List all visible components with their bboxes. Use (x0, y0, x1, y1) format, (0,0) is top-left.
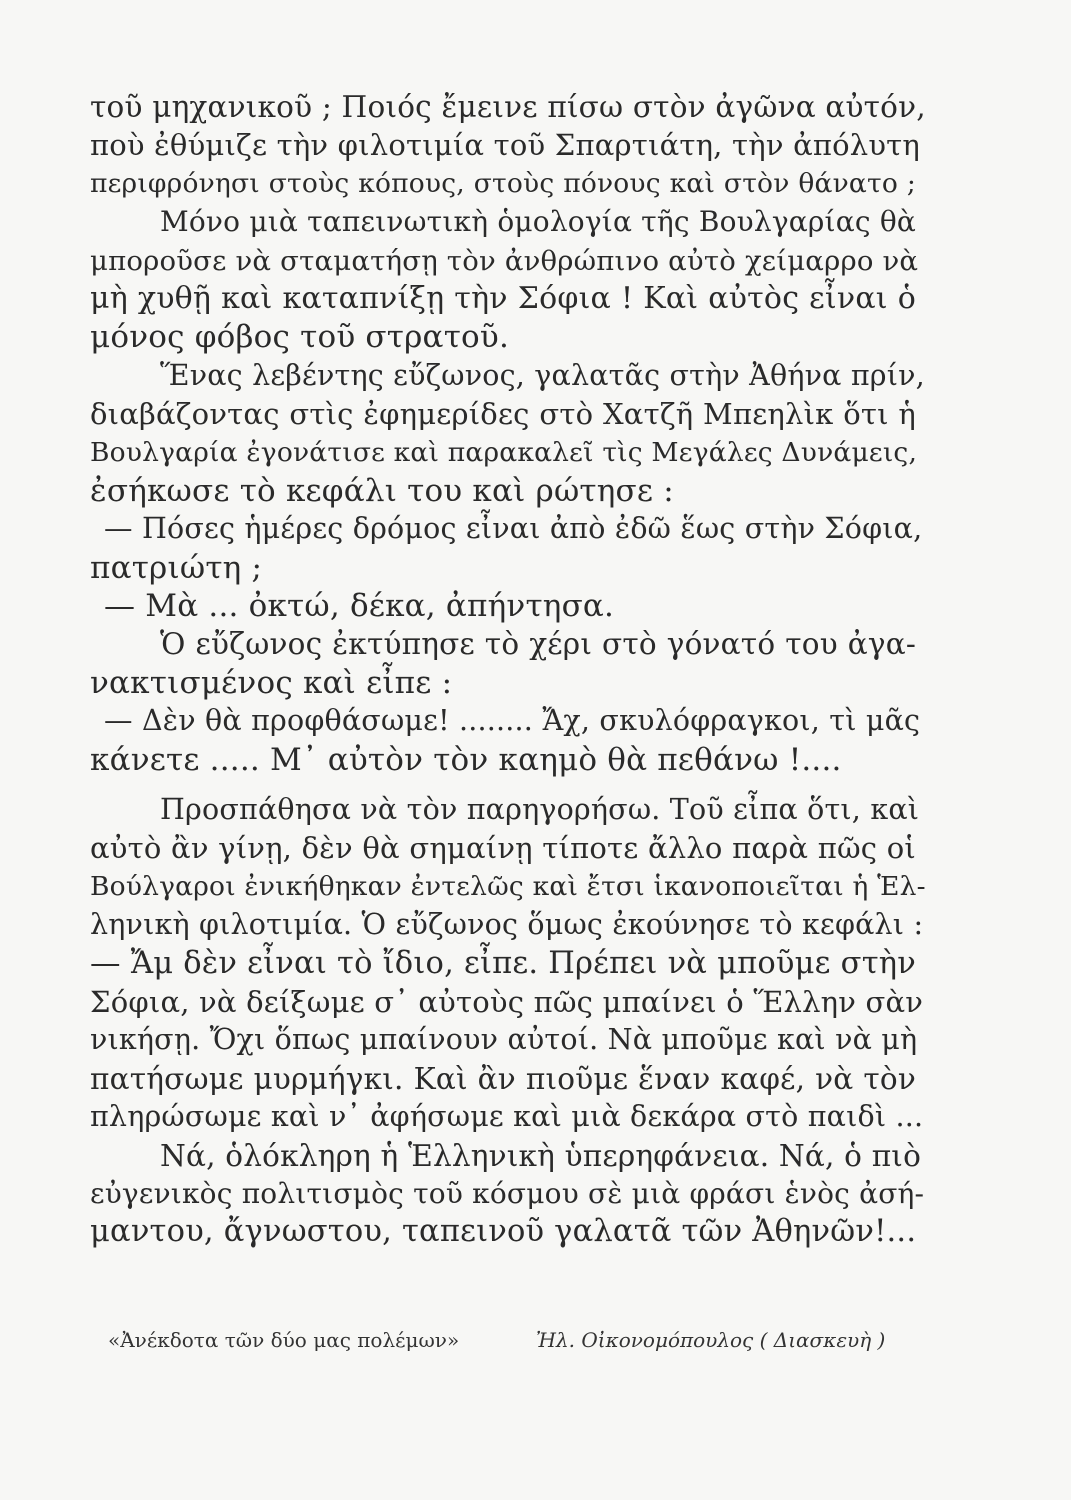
text-line: μὴ χυθῇ καὶ καταπνίξῃ τὴν Σόφια ! Καὶ αὐτὸς εἶναι ὁ (90, 280, 916, 316)
text-line: ἐσήκωσε τὸ κεφάλι του καὶ ρώτησε : (90, 472, 674, 509)
text-line: τοῦ μηχανικοῦ ; Ποιός ἔμεινε πίσω στὸν ἀγῶνα αὐτόν, (90, 90, 926, 124)
source-title: «Ἀνέκδοτα τῶν δύο μας πολέμων» (108, 1328, 460, 1352)
text-line: — Μὰ ... ὀκτώ, δέκα, ἀπήντησα. (104, 588, 615, 625)
text-line: ποὺ ἐθύμιζε τὴν φιλοτιμία τοῦ Σπαρτιάτη, τὴν ἀπόλυτη (90, 128, 921, 163)
text-line: Νά, ὁλόκληρη ἡ Ἑλληνικὴ ὑπερηφάνεια. Νά, ὁ πιὸ (160, 1138, 922, 1173)
text-line: Βούλγαροι ἐνικήθηκαν ἐντελῶς καὶ ἔτσι ἱκανοποιεῖται ἡ Ἑλ- (90, 870, 926, 902)
text-line: Μόνο μιὰ ταπεινωτικὴ ὁμολογία τῆς Βουλγαρίας θὰ (160, 205, 916, 239)
text-line: μαντου, ἄγνωστου, ταπεινοῦ γαλατᾶ τῶν Ἀθηνῶν!... (90, 1214, 917, 1250)
text-line: μόνος φόβος τοῦ στρατοῦ. (90, 319, 510, 356)
text-line: διαβάζοντας στὶς ἐφημερίδες στὸ Χατζῆ Μπεηλὶκ ὅτι ἡ (90, 397, 916, 432)
text-line: — Δὲν θὰ προφθάσωμε! ........ Ἄχ, σκυλόφραγκοι, τὶ μᾶς (104, 704, 921, 738)
text-line: Ὁ εὔζωνος ἐκτύπησε τὸ χέρι στὸ γόνατό του ἀγα- (160, 627, 916, 662)
text-line: μποροῦσε νὰ σταματήσῃ τὸν ἀνθρώπινο αὐτὸ χείμαρρο νὰ (90, 244, 919, 277)
text-line: Ἕνας λεβέντης εὔζωνος, γαλατᾶς στὴν Ἀθήνα πρίν, (160, 358, 925, 392)
text-line: αὐτὸ ἂν γίνῃ, δὲν θὰ σημαίνῃ τίποτε ἄλλο παρὰ πῶς οἱ (90, 831, 916, 866)
text-line: νακτισμένος καὶ εἶπε : (90, 664, 453, 701)
text-line: εὐγενικὸς πολιτισμὸς τοῦ κόσμου σὲ μιὰ φράσι ἑνὸς ἀσή- (90, 1176, 925, 1210)
page-body (90, 88, 926, 1252)
text-line: πατήσωμε μυρμήγκι. Καὶ ἂν πιοῦμε ἕναν καφέ, νὰ τὸν (90, 1061, 916, 1096)
text-line: Σόφια, νὰ δείξωμε σ᾽ αὐτοὺς πῶς μπαίνει ὁ Ἕλλην σὰν (90, 984, 924, 1019)
author-credit: Ἠλ. Οἰκονομόπουλος ( Διασκευὴ ) (536, 1328, 886, 1352)
text-line: πατριώτη ; (90, 549, 263, 586)
text-line: Βουλγαρία ἐγονάτισε καὶ παρακαλεῖ τὶς Μεγάλες Δυνάμεις, (90, 436, 918, 468)
text-line: πληρώσωμε καὶ ν᾽ ἀφήσωμε καὶ μιὰ δεκάρα στὸ παιδὶ ... (90, 1100, 924, 1134)
text-line: Προσπάθησα νὰ τὸν παρηγορήσω. Τοῦ εἶπα ὅτι, καὶ (160, 793, 920, 827)
text-line: ληνικὴ φιλοτιμία. Ὁ εὔζωνος ὅμως ἐκούνησε τὸ κεφάλι : (90, 908, 924, 942)
text-line: — Πόσες ἡμέρες δρόμος εἶναι ἀπὸ ἐδῶ ἕως στὴν Σόφια, (104, 512, 923, 546)
text-line: κάνετε ..... Μ᾽ αὐτὸν τὸν καημὸ θὰ πεθάνω !.... (90, 741, 842, 778)
text-line: περιφρόνησι στοὺς κόπους, στοὺς πόνους καὶ στὸν θάνατο ; (90, 167, 916, 199)
text-line: νικήσῃ. Ὄχι ὅπως μπαίνουν αὐτοί. Νὰ μποῦμε καὶ νὰ μὴ (90, 1023, 918, 1057)
text-line: — Ἄμ δὲν εἶναι τὸ ἴδιο, εἶπε. Πρέπει νὰ μποῦμε στὴν (90, 945, 916, 981)
